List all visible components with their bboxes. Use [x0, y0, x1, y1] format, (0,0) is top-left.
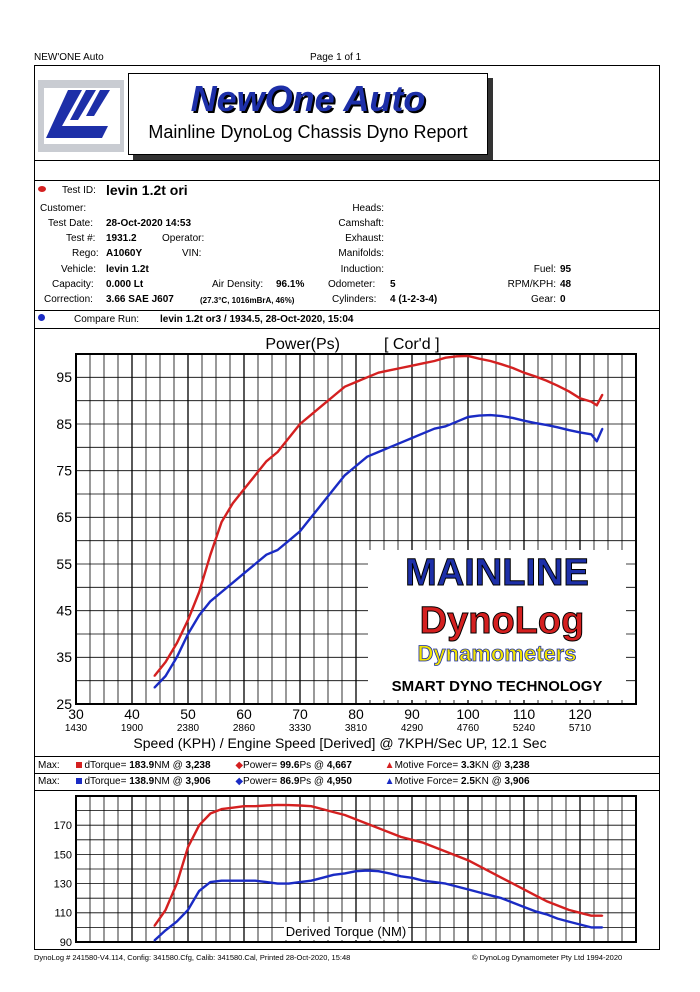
data-point [490, 414, 492, 416]
data-point [310, 880, 312, 882]
data-point [322, 404, 324, 406]
data-point [187, 619, 189, 621]
data-point [422, 362, 424, 364]
x-rpm-label: 3810 [344, 723, 368, 734]
torque-rpm: 3,906 [185, 776, 211, 787]
rego: A1060Y [106, 248, 143, 259]
data-point [378, 372, 380, 374]
data-point [266, 554, 268, 556]
compare-value: levin 1.2t or3 / 1934.5, 28-Oct-2020, 15:04 [160, 314, 354, 325]
data-point [456, 886, 458, 888]
power-unit: Ps @ [299, 760, 327, 771]
data-point [478, 415, 480, 417]
fuel: 95 [560, 264, 572, 275]
power-chart-xlabel: Speed (KPH) / Engine Speed [Derived] @ 7KPH/Sec UP, 12.1 Sec [133, 735, 547, 751]
square-marker-icon [76, 778, 82, 784]
data-point [557, 905, 559, 907]
data-point [277, 549, 279, 551]
data-point [355, 870, 357, 872]
data-point [378, 827, 380, 829]
triangle-marker-icon: ▲ [384, 760, 395, 771]
data-point [266, 805, 268, 807]
power-chart-title: Power(Ps) [265, 336, 340, 353]
data-point [568, 390, 570, 392]
summary-row-run2 [38, 776, 530, 787]
data-point [366, 823, 368, 825]
data-point [378, 870, 380, 872]
x-rpm-label: 5240 [512, 723, 536, 734]
power-label: Power= [243, 760, 280, 771]
data-point [523, 372, 525, 374]
data-point [534, 376, 536, 378]
data-point [411, 877, 413, 879]
data-point [333, 488, 335, 490]
test-id-label: Test ID: [62, 185, 96, 196]
data-point [445, 883, 447, 885]
data-point [434, 881, 436, 883]
data-point [378, 451, 380, 453]
mainline-watermark [368, 550, 626, 700]
data-point [501, 415, 503, 417]
x-tick-label: 30 [68, 706, 84, 722]
capacity: 0.000 Lt [106, 279, 144, 290]
data-point [299, 805, 301, 807]
x-rpm-label: 5710 [568, 723, 592, 734]
data-point [154, 675, 156, 677]
data-point [478, 865, 480, 867]
data-point [366, 870, 368, 872]
power-unit: Ps @ [299, 776, 327, 787]
data-point [422, 842, 424, 844]
data-point [546, 424, 548, 426]
data-point [400, 367, 402, 369]
torque-label: dTorque= [84, 760, 130, 771]
data-point [322, 877, 324, 879]
data-point [198, 890, 200, 892]
correction-label: Correction: [44, 294, 93, 305]
data-point [400, 442, 402, 444]
data-point [478, 891, 480, 893]
test-no-label: Test #: [66, 233, 96, 244]
x-tick-label: 80 [348, 706, 364, 722]
power-rpm: 4,950 [326, 776, 352, 787]
heads-label: Heads: [352, 203, 384, 214]
power-label: Power= [243, 776, 280, 787]
data-point [557, 918, 559, 920]
y-tick-label: 25 [56, 695, 72, 712]
vin-label: VIN: [182, 248, 202, 259]
data-point [232, 502, 234, 504]
torque-unit: NM @ [154, 760, 186, 771]
test-date: 28-Oct-2020 14:53 [106, 218, 192, 229]
data-point [445, 357, 447, 359]
data-point [411, 365, 413, 367]
data-point [467, 416, 469, 418]
footer-right: © DynoLog Dynamometer Pty Ltd 1994-2020 [472, 953, 623, 962]
torque-chart-title: Derived Torque (NM) [285, 924, 407, 939]
x-rpm-label: 1430 [64, 723, 88, 734]
data-point [299, 530, 301, 532]
data-point [221, 808, 223, 810]
odometer-label: Odometer: [328, 279, 376, 290]
data-point [523, 889, 525, 891]
data-point [154, 687, 156, 689]
torque-unit: NM @ [154, 776, 186, 787]
air-density: 96.1% [276, 279, 305, 290]
data-point [288, 804, 290, 806]
data-point [602, 927, 604, 929]
y-tick-label: 170 [53, 820, 72, 833]
data-point [322, 502, 324, 504]
x-rpm-label: 2380 [176, 723, 200, 734]
y-tick-label: 85 [56, 415, 72, 432]
x-tick-label: 60 [236, 706, 252, 722]
rego-label: Rego: [72, 248, 99, 259]
data-point [344, 474, 346, 476]
data-point [288, 437, 290, 439]
data-point [187, 633, 189, 635]
data-point [546, 913, 548, 915]
watermark-line3: Dynamometers [417, 641, 577, 666]
y-tick-label: 55 [56, 555, 72, 572]
test-id: levin 1.2t ori [106, 182, 188, 198]
data-point [366, 456, 368, 458]
y-tick-label: 110 [54, 907, 72, 920]
data-point [590, 401, 592, 403]
data-point [198, 824, 200, 826]
rpm-kph-label: RPM/KPH: [507, 279, 556, 290]
data-point [579, 912, 581, 914]
x-rpm-label: 2860 [232, 723, 256, 734]
y-tick-label: 45 [56, 602, 72, 619]
test-date-label: Test Date: [48, 218, 94, 229]
data-point [221, 591, 223, 593]
x-rpm-label: 3330 [288, 723, 312, 734]
data-point [422, 432, 424, 434]
data-point [512, 367, 514, 369]
torque-chart [34, 792, 660, 950]
odometer: 5 [390, 279, 396, 290]
x-rpm-label: 1900 [120, 723, 144, 734]
data-point [165, 675, 167, 677]
data-point [512, 417, 514, 419]
data-point [523, 906, 525, 908]
data-point [534, 910, 536, 912]
y-tick-label: 95 [56, 369, 72, 386]
data-point [333, 874, 335, 876]
data-point [434, 360, 436, 362]
data-point [187, 846, 189, 848]
power-chart [34, 330, 660, 754]
data-point [310, 414, 312, 416]
data-point [355, 381, 357, 383]
data-point [266, 460, 268, 462]
data-point [232, 807, 234, 809]
data-point [355, 465, 357, 467]
data-point [568, 909, 570, 911]
mf-unit: KN @ [474, 776, 505, 787]
data-point [602, 394, 604, 396]
header-left: NEW'ONE Auto [34, 52, 104, 63]
square-marker-icon [76, 762, 82, 768]
data-point [266, 881, 268, 883]
torque-label: dTorque= [84, 776, 130, 787]
data-point [389, 872, 391, 874]
x-tick-label: 50 [180, 706, 196, 722]
data-point [501, 363, 503, 365]
summary-row-run1 [38, 760, 530, 771]
data-point [344, 814, 346, 816]
data-point [400, 836, 402, 838]
data-point [445, 851, 447, 853]
data-point [288, 883, 290, 885]
y-tick-label: 150 [53, 849, 72, 862]
data-point [557, 426, 559, 428]
data-point [534, 894, 536, 896]
correction-detail: (27.3°C, 1016mBrA, 46%) [200, 296, 295, 305]
data-point [467, 355, 469, 357]
customer-label: Customer: [40, 203, 87, 214]
data-point [277, 883, 279, 885]
banner-subtitle: Mainline DynoLog Chassis Dyno Report [148, 122, 468, 142]
compare-label: Compare Run: [74, 314, 140, 325]
data-point [344, 386, 346, 388]
operator-label: Operator: [162, 233, 205, 244]
data-point [176, 642, 178, 644]
capacity-label: Capacity: [52, 279, 94, 290]
x-tick-label: 70 [292, 706, 308, 722]
banner-title: NewOne Auto [190, 78, 426, 119]
vehicle-label: Vehicle: [61, 264, 97, 275]
watermark-line1: MAINLINE [405, 552, 589, 594]
data-point [590, 433, 592, 435]
series-line-1 [154, 805, 602, 926]
data-point [154, 925, 156, 927]
x-tick-label: 120 [568, 706, 592, 722]
data-point [176, 656, 178, 658]
x-tick-label: 100 [456, 706, 480, 722]
power-chart-note: [ Cor'd ] [384, 336, 440, 353]
data-point [546, 380, 548, 382]
y-tick-label: 90 [59, 936, 72, 949]
triangle-marker-icon: ▲ [384, 776, 395, 787]
data-point [579, 924, 581, 926]
data-point [210, 813, 212, 815]
data-point [467, 859, 469, 861]
data-point [590, 915, 592, 917]
max-label: Max: [38, 760, 60, 771]
run1-marker-icon [38, 186, 46, 192]
data-point [254, 805, 256, 807]
test-no: 1931.2 [106, 233, 137, 244]
footer-left: DynoLog # 241580-V4.114, Config: 341580.Cfg, Calib: 341580.Cal, Printed 28-Oct-2020, 15:48 [34, 953, 351, 962]
data-point [445, 425, 447, 427]
data-point [366, 376, 368, 378]
data-point [254, 474, 256, 476]
data-point [165, 929, 167, 931]
data-point [490, 360, 492, 362]
data-point [288, 540, 290, 542]
watermark-line4: SMART DYNO TECHNOLOGY [391, 678, 603, 695]
mf-rpm: 3,238 [504, 760, 530, 771]
data-point [299, 881, 301, 883]
data-point [243, 488, 245, 490]
max-label: Max: [38, 776, 60, 787]
data-point [422, 880, 424, 882]
data-point [176, 883, 178, 885]
camshaft-label: Camshaft: [338, 218, 384, 229]
run2-marker-icon [38, 314, 45, 321]
data-point [310, 516, 312, 518]
data-point [596, 440, 598, 442]
power-value: 86.9 [280, 776, 300, 787]
correction: 3.66 SAE J607 [106, 294, 174, 305]
data-point [602, 428, 604, 430]
data-point [299, 423, 301, 425]
x-tick-label: 110 [512, 706, 536, 722]
data-point [221, 521, 223, 523]
data-point [277, 804, 279, 806]
torque-rpm: 3,238 [185, 760, 211, 771]
watermark-line2: DynoLog [419, 600, 585, 642]
data-point [243, 572, 245, 574]
torque-value: 183.9 [129, 760, 155, 771]
y-tick-label: 65 [56, 509, 72, 526]
data-point [478, 358, 480, 360]
data-point [176, 921, 178, 923]
page-number: Page 1 of 1 [310, 52, 362, 63]
mf-value: 2.5 [461, 776, 475, 787]
data-point [568, 429, 570, 431]
data-point [490, 871, 492, 873]
data-point [434, 846, 436, 848]
data-point [243, 880, 245, 882]
data-point [389, 832, 391, 834]
data-point [344, 872, 346, 874]
data-point [456, 855, 458, 857]
data-point [456, 355, 458, 357]
induction-label: Induction: [340, 264, 384, 275]
gear-label: Gear: [530, 294, 556, 305]
diamond-marker-icon: ◆ [235, 776, 244, 787]
data-point [221, 880, 223, 882]
manifolds-label: Manifolds: [338, 248, 384, 259]
data-point [254, 563, 256, 565]
data-point [602, 915, 604, 917]
power-value: 99.6 [280, 760, 300, 771]
air-density-label: Air Density: [212, 279, 264, 290]
data-point [568, 921, 570, 923]
data-point [210, 881, 212, 883]
data-point [400, 875, 402, 877]
data-point [512, 902, 514, 904]
mf-label: Motive Force= [394, 776, 461, 787]
data-point [590, 927, 592, 929]
x-rpm-label: 4760 [456, 723, 480, 734]
data-point [333, 811, 335, 813]
mf-rpm: 3,906 [504, 776, 530, 787]
banner [128, 73, 488, 155]
torque-value: 138.9 [129, 776, 155, 787]
data-point [557, 385, 559, 387]
data-point [277, 451, 279, 453]
data-point [232, 880, 234, 882]
vehicle: levin 1.2t [106, 264, 149, 275]
data-point [154, 940, 156, 942]
y-tick-label: 75 [56, 462, 72, 479]
data-point [579, 397, 581, 399]
x-rpm-label: 4290 [400, 723, 424, 734]
data-point [534, 422, 536, 424]
data-point [512, 883, 514, 885]
data-point [389, 369, 391, 371]
exhaust-label: Exhaust: [345, 233, 384, 244]
cylinders-label: Cylinders: [332, 294, 377, 305]
data-point [467, 889, 469, 891]
data-point [254, 880, 256, 882]
data-point [411, 437, 413, 439]
data-point [322, 808, 324, 810]
data-point [165, 909, 167, 911]
gear: 0 [560, 294, 566, 305]
dynolog-logo-icon [38, 80, 124, 152]
mf-unit: KN @ [474, 760, 505, 771]
data-point [198, 614, 200, 616]
y-tick-label: 130 [53, 878, 72, 891]
x-tick-label: 90 [404, 706, 420, 722]
data-point [501, 877, 503, 879]
mf-label: Motive Force= [394, 760, 461, 771]
data-point [389, 446, 391, 448]
data-point [523, 420, 525, 422]
diamond-marker-icon: ◆ [235, 760, 244, 771]
data-point [165, 661, 167, 663]
data-point [596, 404, 598, 406]
data-point [579, 432, 581, 434]
data-point [490, 894, 492, 896]
data-point [456, 421, 458, 423]
cylinders: 4 (1-2-3-4) [390, 294, 438, 305]
data-point [411, 839, 413, 841]
power-rpm: 4,667 [326, 760, 352, 771]
x-tick-label: 40 [124, 706, 140, 722]
data-point [310, 805, 312, 807]
data-point [546, 900, 548, 902]
data-point [434, 428, 436, 430]
data-point [210, 554, 212, 556]
data-point [198, 591, 200, 593]
data-point [333, 395, 335, 397]
rpm-kph: 48 [560, 279, 572, 290]
data-point [232, 582, 234, 584]
fuel-label: Fuel: [533, 264, 556, 275]
mf-value: 3.3 [461, 760, 475, 771]
data-point [210, 600, 212, 602]
y-tick-label: 35 [56, 649, 72, 666]
data-point [355, 818, 357, 820]
data-point [243, 805, 245, 807]
data-point [501, 897, 503, 899]
data-point [187, 909, 189, 911]
